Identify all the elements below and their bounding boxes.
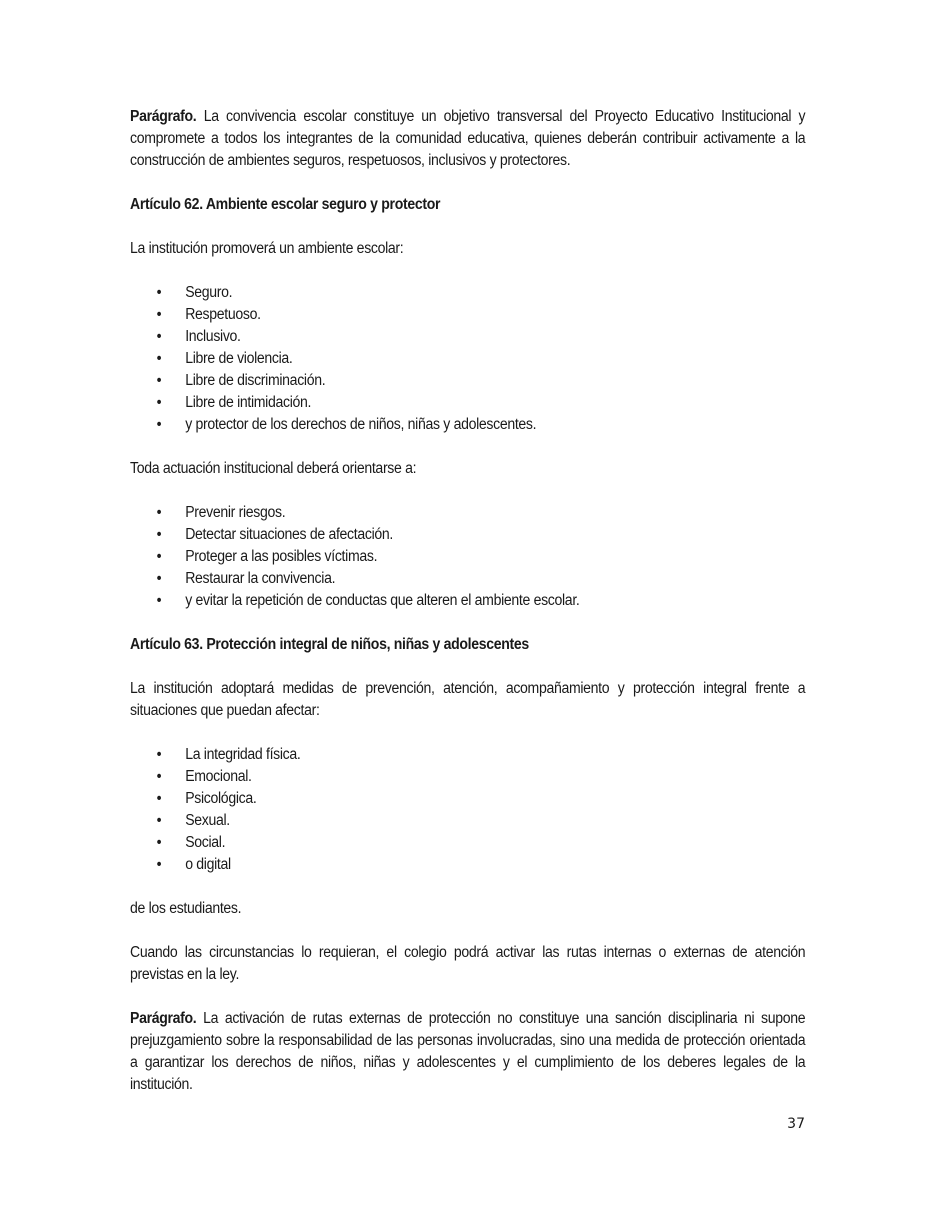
list-item-text: Seguro.: [185, 284, 233, 301]
list-item-text: Proteger a las posibles víctimas.: [185, 548, 378, 565]
list-item-text: y protector de los derechos de niños, niñas y adolescentes.: [185, 416, 537, 433]
list-item: [130, 546, 805, 568]
paragraph-convivencia: [130, 106, 805, 172]
bullet-icon: •: [156, 328, 162, 345]
bullet-icon: •: [156, 306, 162, 323]
bullet-icon: •: [156, 790, 162, 807]
list-item: [130, 524, 805, 546]
article-63-routes: Cuando las circunstancias lo requieran, el colegio podrá activar las rutas internas o externas de atención previstas en la ley.: [130, 944, 806, 983]
list-item-text: Libre de intimidación.: [185, 394, 312, 411]
article-63-heading: Artículo 63. Protección integral de niños, niñas y adolescentes: [130, 636, 529, 653]
bullet-icon: •: [156, 394, 162, 411]
bullet-icon: •: [156, 416, 162, 433]
list-item-text: Inclusivo.: [185, 328, 241, 345]
paragraph-activacion-rutas: [130, 1008, 805, 1096]
document-page: [130, 106, 805, 1096]
list-item: [130, 348, 805, 370]
list-item: [130, 392, 805, 414]
list-item-text: Detectar situaciones de afectación.: [185, 526, 393, 543]
list-item: [130, 766, 805, 788]
bullet-icon: •: [156, 526, 162, 543]
bullet-icon: •: [156, 284, 162, 301]
list-item: [130, 788, 805, 810]
paragraph-label: Parágrafo.: [130, 1010, 197, 1027]
list-item-text: Social.: [185, 834, 226, 851]
list-item: [130, 568, 805, 590]
article-62-heading: Artículo 62. Ambiente escolar seguro y protector: [130, 196, 441, 213]
list-item-text: La integridad física.: [185, 746, 301, 763]
article-62-intro: La institución promoverá un ambiente escolar:: [130, 240, 404, 257]
list-item-text: Psicológica.: [185, 790, 257, 807]
list-item: [130, 326, 805, 348]
list-item-text: y evitar la repetición de conductas que alteren el ambiente escolar.: [185, 592, 580, 609]
page-number: 37: [787, 1116, 805, 1132]
list-item-text: Respetuoso.: [185, 306, 261, 323]
paragraph-text: La activación de rutas externas de protección no constituye una sanción disciplinaria ni supone prejuzgamiento sobre la responsabilidad de las personas involucradas, sino una medida de protección orientada a garantizar los derechos de niños, niñas y adolescentes y el cumplimiento de los deberes legales de la institución.: [130, 1010, 806, 1093]
bullet-icon: •: [156, 372, 162, 389]
article-62-list: [130, 282, 805, 436]
bullet-icon: •: [156, 350, 162, 367]
list-item: [130, 744, 805, 766]
article-63-after-list: de los estudiantes.: [130, 900, 242, 917]
list-item: [130, 832, 805, 854]
list-item-text: o digital: [185, 856, 231, 873]
list-item: [130, 590, 805, 612]
list-item-text: Sexual.: [185, 812, 230, 829]
bullet-icon: •: [156, 768, 162, 785]
paragraph-label: Parágrafo.: [130, 108, 197, 125]
bullet-icon: •: [156, 592, 162, 609]
list-item-text: Emocional.: [185, 768, 252, 785]
article-63-list: [130, 744, 805, 876]
paragraph-text: La convivencia escolar constituye un objetivo transversal del Proyecto Educativo Institucional y compromete a todos los integrantes de la comunidad educativa, quienes deberán contribuir activamente a la construcción de ambientes seguros, respetuosos, inclusivos y protectores.: [130, 108, 806, 169]
list-item-text: Libre de discriminación.: [185, 372, 326, 389]
list-item: [130, 370, 805, 392]
article-63-intro: La institución adoptará medidas de prevención, atención, acompañamiento y protección integral frente a situaciones que puedan afectar:: [130, 680, 806, 719]
list-item-text: Restaurar la convivencia.: [185, 570, 336, 587]
list-item-text: Libre de violencia.: [185, 350, 293, 367]
bullet-icon: •: [156, 570, 162, 587]
list-item: [130, 304, 805, 326]
list-item: [130, 854, 805, 876]
article-62-list-2: [130, 502, 805, 612]
bullet-icon: •: [156, 834, 162, 851]
list-item-text: Prevenir riesgos.: [185, 504, 286, 521]
list-item: [130, 502, 805, 524]
bullet-icon: •: [156, 746, 162, 763]
list-item: [130, 810, 805, 832]
article-62-intro-2: Toda actuación institucional deberá orientarse a:: [130, 460, 417, 477]
list-item: [130, 282, 805, 304]
bullet-icon: •: [156, 812, 162, 829]
list-item: [130, 414, 805, 436]
bullet-icon: •: [156, 548, 162, 565]
bullet-icon: •: [156, 856, 162, 873]
bullet-icon: •: [156, 504, 162, 521]
